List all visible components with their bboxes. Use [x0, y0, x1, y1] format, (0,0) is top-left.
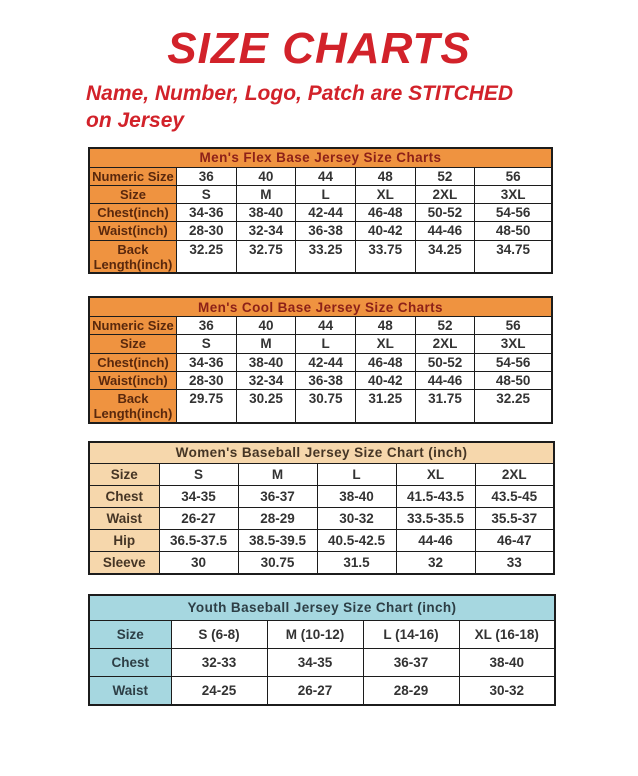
size-value-cell: 41.5-43.5: [396, 485, 475, 507]
table-row: [89, 507, 554, 529]
size-value-cell: S: [176, 335, 236, 353]
size-value-cell: XL: [355, 185, 415, 203]
row-label: Waist: [89, 676, 171, 705]
table-title: Youth Baseball Jersey Size Chart (inch): [89, 595, 555, 621]
size-value-cell: 28-30: [176, 222, 236, 240]
size-value-cell: 30.25: [236, 389, 296, 422]
size-charts-page: [0, 26, 638, 706]
table-row: [89, 389, 552, 422]
row-label: Chest: [89, 485, 159, 507]
table-row: [89, 371, 552, 389]
size-value-cell: 36: [176, 317, 236, 335]
size-value-cell: 38-40: [459, 648, 555, 676]
size-value-cell: 3XL: [475, 335, 552, 353]
table-row: [89, 620, 555, 648]
row-label: Waist: [89, 507, 159, 529]
size-value-cell: L: [317, 463, 396, 485]
size-value-cell: L (14-16): [363, 620, 459, 648]
size-value-cell: 38.5-39.5: [238, 529, 317, 551]
size-value-cell: 33: [475, 551, 554, 574]
size-value-cell: S (6-8): [171, 620, 267, 648]
size-value-cell: 42-44: [296, 353, 356, 371]
size-value-cell: 46-48: [355, 204, 415, 222]
size-value-cell: 32-34: [236, 371, 296, 389]
size-value-cell: 34-36: [176, 353, 236, 371]
row-label: Numeric Size: [89, 317, 176, 335]
size-value-cell: 34-35: [267, 648, 363, 676]
size-value-cell: M: [236, 335, 296, 353]
row-label: Sleeve: [89, 551, 159, 574]
size-value-cell: 36-38: [296, 222, 356, 240]
size-value-cell: 48: [355, 167, 415, 185]
size-value-cell: XL: [396, 463, 475, 485]
size-value-cell: XL (16-18): [459, 620, 555, 648]
page-subtitle: Name, Number, Logo, Patch are STITCHED on Jersey: [86, 82, 514, 133]
table-title: Men's Flex Base Jersey Size Charts: [89, 148, 552, 168]
size-value-cell: 36: [176, 167, 236, 185]
size-value-cell: 44: [296, 317, 356, 335]
youth-baseball-size-table: [88, 594, 556, 706]
size-value-cell: 36-38: [296, 371, 356, 389]
table-row: [89, 317, 552, 335]
row-label: Size: [89, 620, 171, 648]
size-value-cell: 43.5-45: [475, 485, 554, 507]
size-value-cell: 40.5-42.5: [317, 529, 396, 551]
row-label: Back Length(inch): [89, 240, 176, 273]
size-value-cell: 2XL: [475, 463, 554, 485]
size-value-cell: S: [159, 463, 238, 485]
row-label: Back Length(inch): [89, 389, 176, 422]
table-row: [89, 353, 552, 371]
size-value-cell: 26-27: [267, 676, 363, 705]
page-title: SIZE CHARTS: [167, 24, 471, 73]
size-value-cell: 38-40: [317, 485, 396, 507]
size-value-cell: XL: [355, 335, 415, 353]
size-value-cell: 34.25: [415, 240, 475, 273]
size-value-cell: 46-48: [355, 353, 415, 371]
size-value-cell: 31.75: [415, 389, 475, 422]
table-row: [89, 648, 555, 676]
size-value-cell: L: [296, 185, 356, 203]
size-value-cell: 48-50: [475, 371, 552, 389]
row-label: Size: [89, 185, 176, 203]
size-value-cell: 36.5-37.5: [159, 529, 238, 551]
size-value-cell: 40-42: [355, 222, 415, 240]
table-row: [89, 485, 554, 507]
table-row: [89, 204, 552, 222]
size-value-cell: 50-52: [415, 204, 475, 222]
size-value-cell: 30: [159, 551, 238, 574]
size-value-cell: 44-46: [415, 222, 475, 240]
table-row: [89, 676, 555, 705]
size-value-cell: 46-47: [475, 529, 554, 551]
size-value-cell: 24-25: [171, 676, 267, 705]
row-label: Waist(inch): [89, 371, 176, 389]
size-value-cell: 54-56: [475, 353, 552, 371]
size-value-cell: 32.25: [475, 389, 552, 422]
size-value-cell: 54-56: [475, 204, 552, 222]
size-value-cell: 32-34: [236, 222, 296, 240]
size-value-cell: 44-46: [396, 529, 475, 551]
size-value-cell: S: [176, 185, 236, 203]
size-value-cell: 56: [475, 317, 552, 335]
size-value-cell: 52: [415, 167, 475, 185]
row-label: Hip: [89, 529, 159, 551]
table-row: [89, 551, 554, 574]
table-row: [89, 529, 554, 551]
row-label: Numeric Size: [89, 167, 176, 185]
size-value-cell: 31.5: [317, 551, 396, 574]
size-value-cell: 44-46: [415, 371, 475, 389]
size-value-cell: 56: [475, 167, 552, 185]
size-value-cell: 33.25: [296, 240, 356, 273]
size-value-cell: 36-37: [238, 485, 317, 507]
row-label: Size: [89, 463, 159, 485]
size-value-cell: 29.75: [176, 389, 236, 422]
size-value-cell: 35.5-37: [475, 507, 554, 529]
mens-cool-base-size-table: [88, 296, 553, 423]
size-value-cell: 42-44: [296, 204, 356, 222]
size-value-cell: M: [236, 185, 296, 203]
size-value-cell: 40-42: [355, 371, 415, 389]
mens-flex-base-size-table: [88, 147, 553, 274]
size-value-cell: 33.5-35.5: [396, 507, 475, 529]
size-value-cell: 40: [236, 167, 296, 185]
table-title: Men's Cool Base Jersey Size Charts: [89, 297, 552, 317]
row-label: Chest: [89, 648, 171, 676]
size-tables-container: [88, 147, 553, 706]
size-value-cell: 28-30: [176, 371, 236, 389]
womens-baseball-size-table: [88, 441, 555, 575]
size-value-cell: 38-40: [236, 353, 296, 371]
table-title: Women's Baseball Jersey Size Chart (inch): [89, 442, 554, 464]
row-label: Waist(inch): [89, 222, 176, 240]
size-value-cell: 36-37: [363, 648, 459, 676]
size-value-cell: 48-50: [475, 222, 552, 240]
size-value-cell: 30.75: [296, 389, 356, 422]
size-value-cell: L: [296, 335, 356, 353]
size-value-cell: 32-33: [171, 648, 267, 676]
size-value-cell: 52: [415, 317, 475, 335]
size-value-cell: 2XL: [415, 335, 475, 353]
size-value-cell: 2XL: [415, 185, 475, 203]
size-value-cell: 28-29: [238, 507, 317, 529]
size-value-cell: 34.75: [475, 240, 552, 273]
size-value-cell: 33.75: [355, 240, 415, 273]
size-value-cell: 48: [355, 317, 415, 335]
size-value-cell: 40: [236, 317, 296, 335]
row-label: Size: [89, 335, 176, 353]
size-value-cell: 44: [296, 167, 356, 185]
size-value-cell: 28-29: [363, 676, 459, 705]
row-label: Chest(inch): [89, 204, 176, 222]
size-value-cell: 31.25: [355, 389, 415, 422]
size-value-cell: 32.75: [236, 240, 296, 273]
size-value-cell: 32: [396, 551, 475, 574]
size-value-cell: 34-35: [159, 485, 238, 507]
size-value-cell: 3XL: [475, 185, 552, 203]
size-value-cell: 34-36: [176, 204, 236, 222]
table-row: [89, 335, 552, 353]
row-label: Chest(inch): [89, 353, 176, 371]
size-value-cell: M: [238, 463, 317, 485]
size-value-cell: 26-27: [159, 507, 238, 529]
size-value-cell: 32.25: [176, 240, 236, 273]
table-row: [89, 185, 552, 203]
table-row: [89, 240, 552, 273]
size-value-cell: 30-32: [459, 676, 555, 705]
size-value-cell: 50-52: [415, 353, 475, 371]
table-row: [89, 222, 552, 240]
size-value-cell: 30.75: [238, 551, 317, 574]
size-value-cell: M (10-12): [267, 620, 363, 648]
table-row: [89, 463, 554, 485]
size-value-cell: 38-40: [236, 204, 296, 222]
size-value-cell: 30-32: [317, 507, 396, 529]
table-row: [89, 167, 552, 185]
